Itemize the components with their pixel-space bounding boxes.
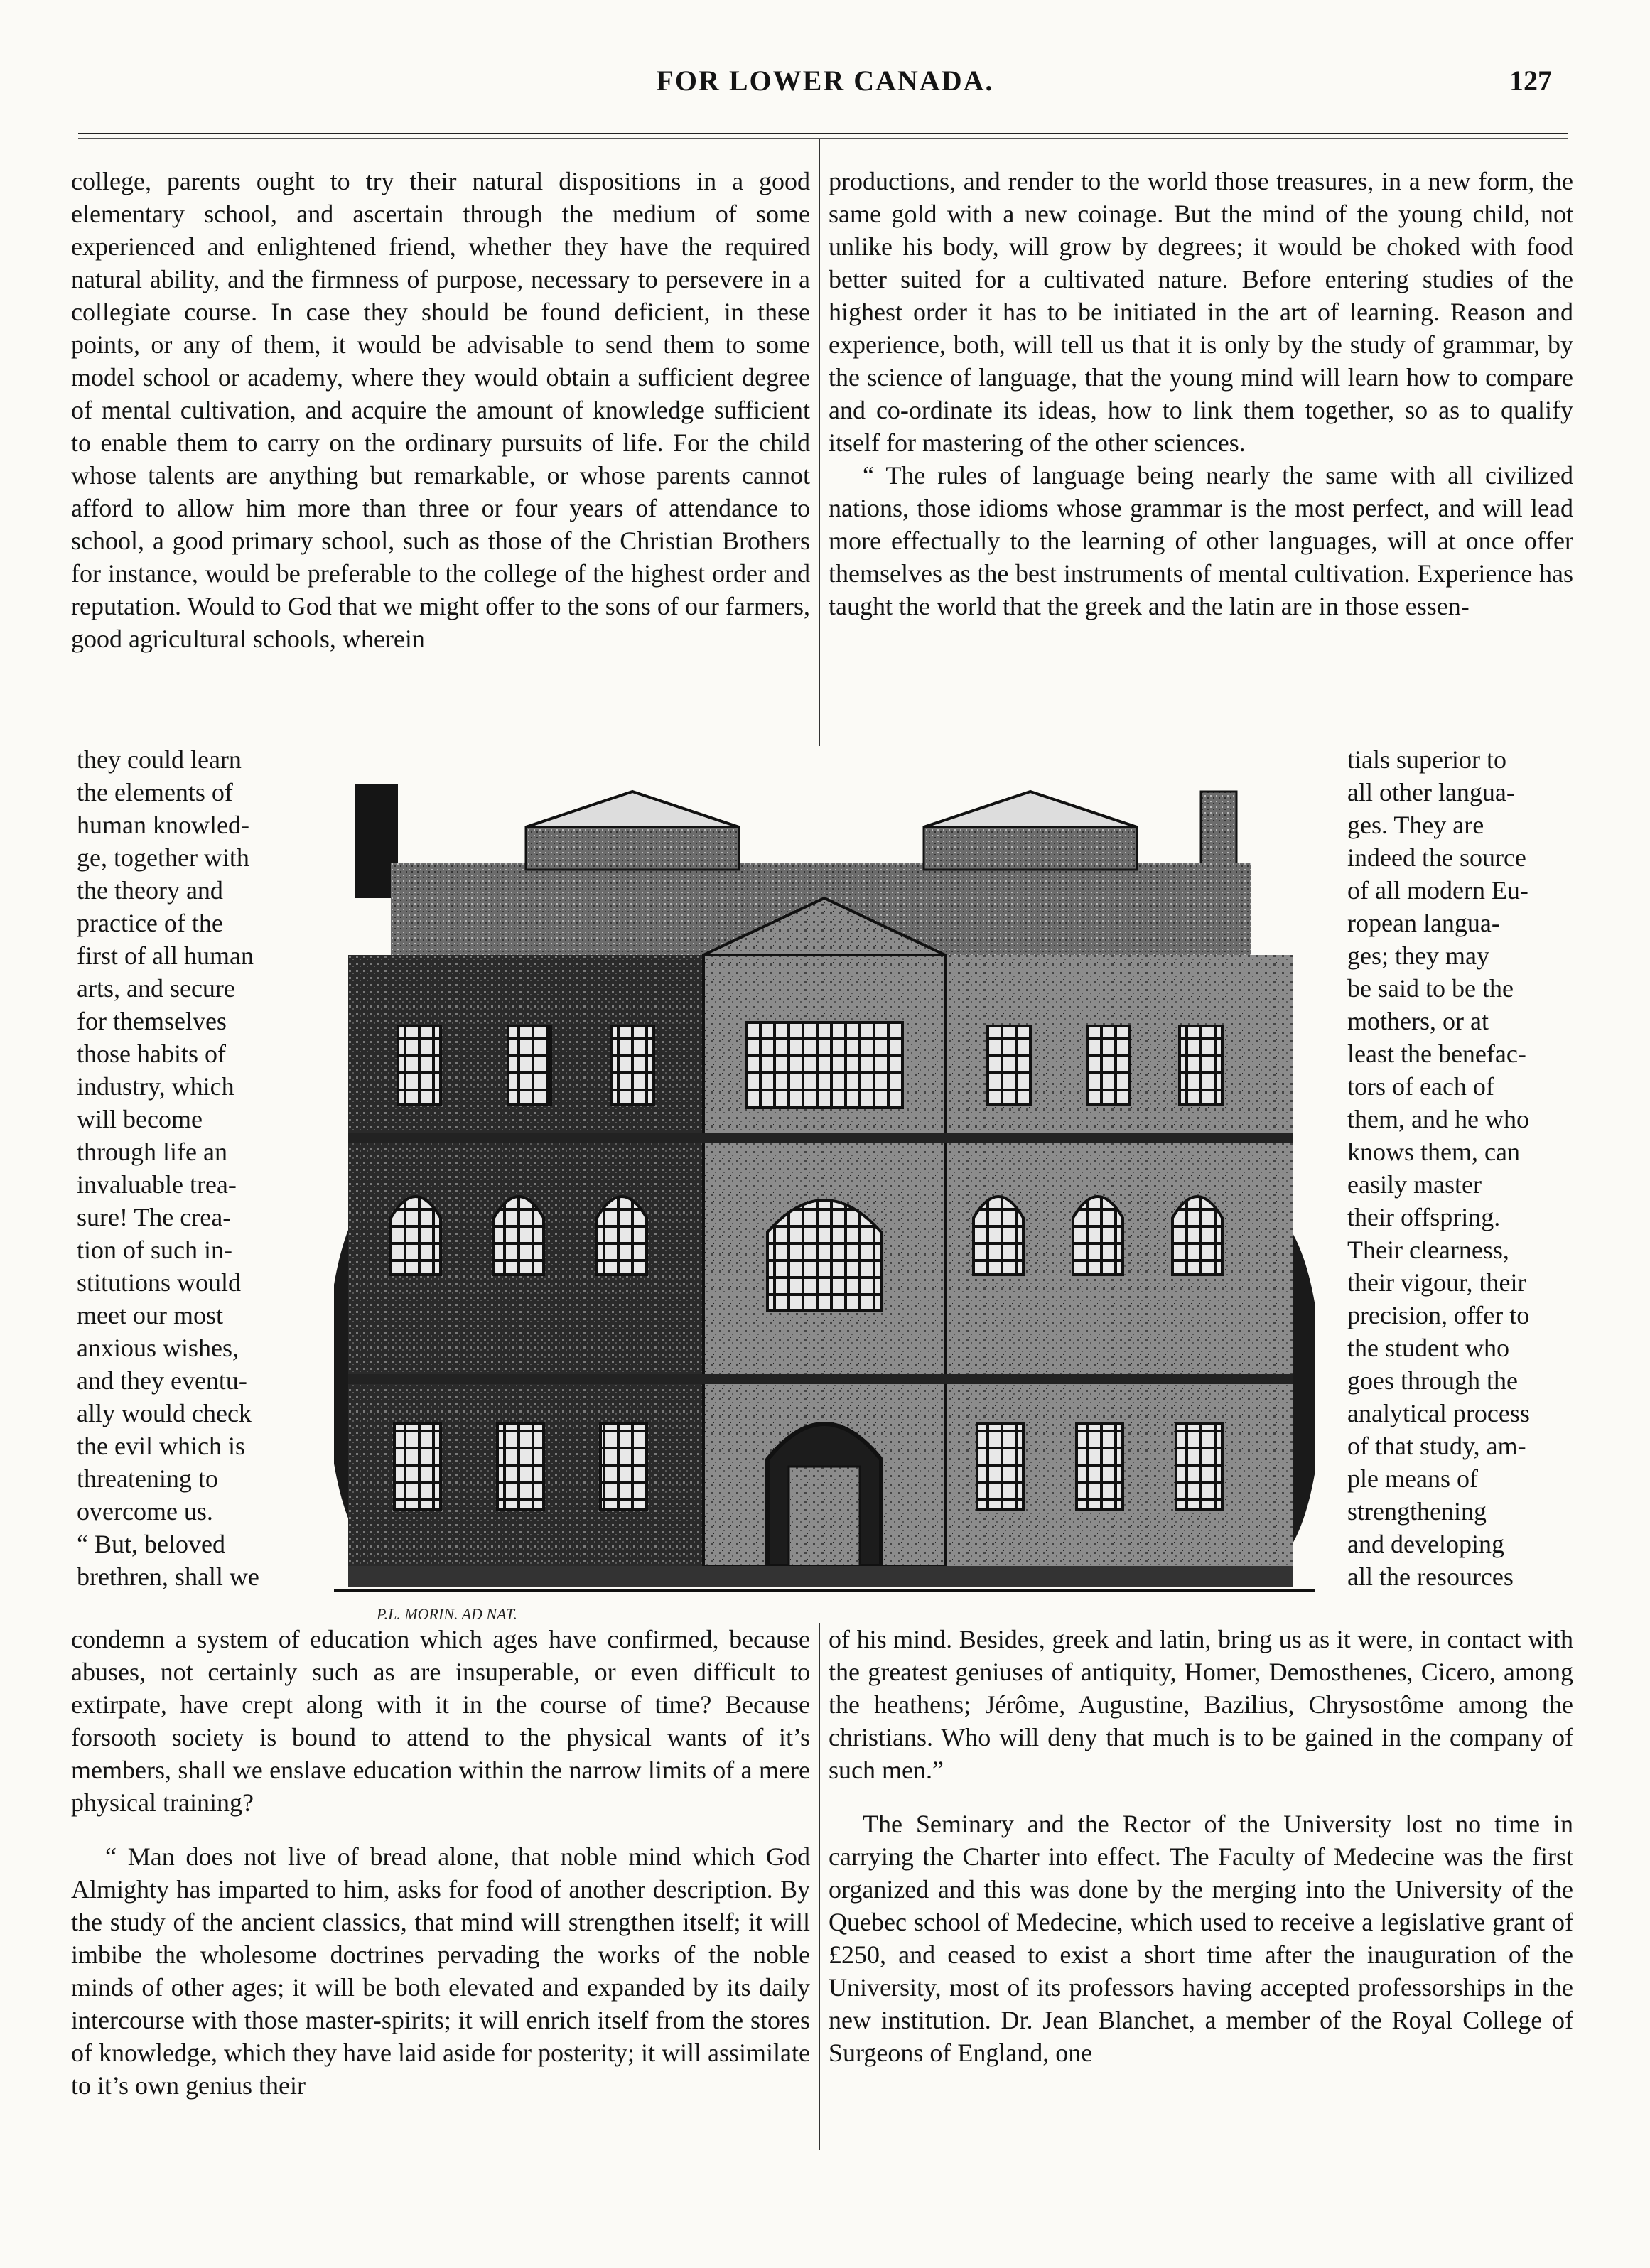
text-line: arts, and secure <box>77 974 235 1003</box>
right-column-bottom <box>829 1623 1573 2069</box>
text-line: overcome us. <box>77 1497 213 1526</box>
text-line: they could learn <box>77 745 242 774</box>
text-line: invaluable trea- <box>77 1170 237 1199</box>
text-line: all other langua- <box>1347 778 1515 806</box>
building-engraving <box>334 749 1315 1626</box>
column-divider-top <box>819 139 820 746</box>
text-line: their offspring. <box>1347 1203 1501 1231</box>
text-line: strengthening <box>1347 1497 1487 1526</box>
text-line: easily master <box>1347 1170 1482 1199</box>
text-line: ge, together with <box>77 843 249 872</box>
text-line: meet our most <box>77 1301 223 1329</box>
paragraph: The Seminary and the Rector of the University lost no time in carrying the Charter into effect. The Faculty of Medecine was the first organized and this was done by the merging into the University of the Quebec school of Medecine, which used to receive a legislative grant of £250, and ceased to exist a short time after the inauguration of the University, most of its professors having accepted professorships in the new institution. Dr. Jean Blanchet, a member of the Royal College of Surgeons of England, one <box>829 1810 1573 2067</box>
text-line: them, and he who <box>1347 1105 1529 1133</box>
text-line: the evil which is <box>77 1432 245 1460</box>
text-line: ple means of <box>1347 1464 1478 1493</box>
text-line: tials superior to <box>1347 745 1506 774</box>
paragraph: of his mind. Besides, greek and latin, bring us as it were, in contact with the greatest geniuses of antiquity, Homer, Demosthenes, Cicero, among the heathens; Jérôme, Augustine, Bazilius, Chrysostôme among the christians. Who will deny that much is to be gained in the company of such men.” <box>829 1625 1573 1784</box>
text-line: those habits of <box>77 1040 226 1068</box>
header-rule <box>78 131 1568 134</box>
paragraph: productions, and render to the world those treasures, in a new form, the same gold with a new coinage. But the mind of the young child, not unlike his body, will grow by degrees; it would be choked with food better suited for a cultivated nature. Before entering studies of the highest order it has to be initiated in the art of learning. Reason and experience, both, will tell us that it is only by the study of grammar, by the science of language, that the young mind will learn how to compare and co-ordinate its ideas, how to link them together, so as to qualify itself for mastering of the other sciences. <box>829 167 1573 457</box>
text-line: tion of such in- <box>77 1236 232 1264</box>
text-line: the student who <box>1347 1334 1509 1362</box>
column-divider-bottom <box>819 1623 820 2150</box>
text-line: the elements of <box>77 778 233 806</box>
engraver-signature: P.L. MORIN. AD NAT. <box>377 1605 517 1623</box>
text-line: of all modern Eu- <box>1347 876 1528 904</box>
text-line: industry, which <box>77 1072 234 1101</box>
right-column-top <box>829 165 1573 622</box>
text-line: ges; they may <box>1347 941 1489 970</box>
paragraph: college, parents ought to try their natural dispositions in a good elementary school, and ascertain through the medium of some experienced and enlightened friend, whether they have the required natural ability, and the firmness of purpose, necessary to persevere in a collegiate course. In case they should be found deficient, in these points, or any of them, it would be advisable to send them to some model school or academy, where they would obtain a sufficient degree of mental cultivation, and acquire the amount of knowledge sufficient to enable them to carry on the ordinary pursuits of life. For the child whose talents are anything but remarkable, or whose parents cannot afford to allow him more than three or four years of attendance to school, a good primary school, such as those of the Christian Brothers for instance, would be preferable to the college of the highest order and reputation. Would to God that we might offer to the sons of our farmers, good agricultural schools, wherein <box>71 167 810 653</box>
text-line: be said to be the <box>1347 974 1514 1003</box>
text-line: “ But, beloved <box>77 1530 225 1558</box>
text-line: analytical process <box>1347 1399 1530 1427</box>
paragraph: condemn a system of education which ages have confirmed, because abuses, not certainly such as are insuperable, or even difficult to extirpate, have crept along with it in the course of time? Because forsooth society is bound to attend to the physical wants of it’s members, shall we enslave education within the narrow limits of a mere physical training? <box>71 1625 810 1817</box>
text-line: human knowled- <box>77 811 249 839</box>
text-line: ropean langua- <box>1347 909 1500 937</box>
text-line: practice of the <box>77 909 223 937</box>
text-line: through life an <box>77 1138 227 1166</box>
running-title: FOR LOWER CANADA. <box>656 65 994 97</box>
page-number: 127 <box>1509 65 1552 97</box>
left-column-top <box>71 165 810 655</box>
header-rule-thin <box>78 138 1568 139</box>
building-illustration <box>334 749 1315 1626</box>
text-line: the theory and <box>77 876 223 904</box>
text-line: their vigour, their <box>1347 1268 1526 1297</box>
left-column-bottom <box>71 1623 810 2102</box>
paragraph: “ Man does not live of bread alone, that noble mind which God Almighty has imparted to him, asks for food of another description. By the study of the ancient classics, that mind will strengthen itself; it will imbibe the wholesome doctrines pervading the works of the noble minds of other ages; it will be both elevated and expanded by its daily intercourse with those master-spirits; it will enrich itself from the stores of knowledge, which they have laid aside for posterity; it will assimilate to it’s own genius their <box>71 1842 810 2100</box>
text-line: ally would check <box>77 1399 252 1427</box>
text-line: precision, offer to <box>1347 1301 1530 1329</box>
text-line: knows them, can <box>1347 1138 1520 1166</box>
text-line: Their clearness, <box>1347 1236 1509 1264</box>
text-line: stitutions would <box>77 1268 242 1297</box>
text-line: brethren, shall we <box>77 1562 259 1591</box>
text-line: anxious wishes, <box>77 1334 239 1362</box>
left-narrow-column <box>77 743 290 1593</box>
text-line: ges. They are <box>1347 811 1484 839</box>
running-header <box>0 64 1650 107</box>
text-line: first of all human <box>77 941 254 970</box>
text-line: and developing <box>1347 1530 1504 1558</box>
text-line: and they eventu- <box>77 1366 247 1395</box>
text-line: tors of each of <box>1347 1072 1494 1101</box>
text-line: indeed the source <box>1347 843 1526 872</box>
text-line: will become <box>77 1105 203 1133</box>
text-line: for themselves <box>77 1007 227 1035</box>
text-line: goes through the <box>1347 1366 1518 1395</box>
text-line: mothers, or at <box>1347 1007 1489 1035</box>
paragraph: “ The rules of language being nearly the same with all civilized nations, those idioms whose grammar is the most perfect, and will lead more effectually to the learning of other languages, will at once offer themselves as the best instruments of mental cultivation. Experience has taught the world that the greek and the latin are in those essen- <box>829 461 1573 620</box>
text-line: threatening to <box>77 1464 218 1493</box>
text-line: of that study, am- <box>1347 1432 1526 1460</box>
text-line: all the resources <box>1347 1562 1514 1591</box>
right-narrow-column <box>1347 743 1575 1593</box>
text-line: sure! The crea- <box>77 1203 232 1231</box>
text-line: least the benefac- <box>1347 1040 1526 1068</box>
